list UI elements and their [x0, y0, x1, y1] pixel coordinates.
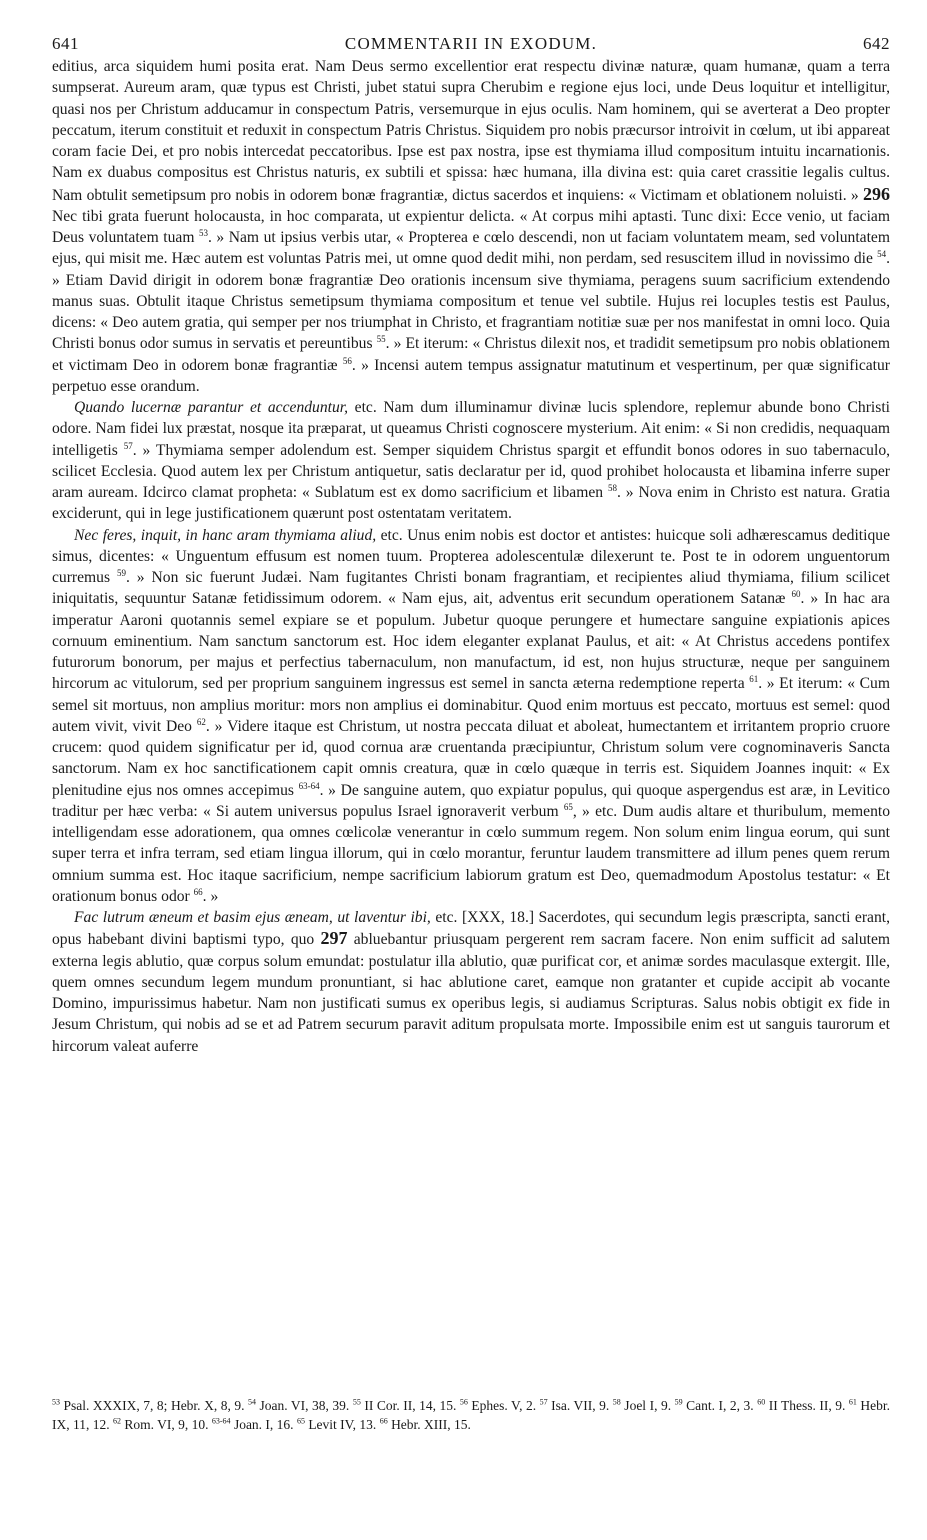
footnote-ref: 54: [877, 249, 887, 260]
footnote-text: Isa. VII, 9.: [547, 1398, 610, 1413]
footnote-number: 56: [459, 1397, 468, 1407]
footnote: [380, 1417, 471, 1432]
footnote: [212, 1417, 294, 1432]
footnote: [757, 1398, 845, 1413]
footnote-ref: 59: [116, 567, 126, 578]
footnote-text: Joel I, 9.: [620, 1398, 672, 1413]
text-run: etc. Unus enim nobis est doctor et antistes: huicque soli adhærescamus deditique simus, dicentes: « Unguentum effusum est nomen tuum. Propterea adolescentulæ dilexerunt te. Post te in odorem unguentorum curremus: [52, 526, 890, 586]
footnote-ref: 57: [123, 440, 133, 451]
footnote-ref: 63-64: [298, 780, 320, 791]
footnote-text: Hebr. XIII, 15.: [387, 1417, 471, 1432]
column-marker: 296: [863, 183, 890, 204]
body-text: [52, 56, 890, 1057]
footnote-number: 54: [248, 1397, 256, 1407]
footnotes: [52, 1396, 890, 1434]
lemma: Nec feres, inquit, in hanc aram thymiama aliud,: [74, 526, 377, 544]
footnote: [675, 1398, 754, 1413]
footnote-ref: 65: [563, 801, 573, 812]
footnote: [248, 1398, 349, 1413]
text-run: . » In hac ara imperatur Aaroni quotannis semel expiare se et populum. Jubetur quoque perungere et humectare sanguine expiationis apices cornuum eminentium. Nam sanctum sanctorum est. Hoc idem eleganter explanat Paulus, et ait: « At Christus accedens pontifex futurorum bonorum, per majus et perfectius tabernaculum, non manufactum, id est, non hujus structuræ, neque per sanguinem hircorum ac vitulorum, sed per proprium sanguinem ingressus est semel in sancta æterna redemptione reperta: [52, 590, 890, 693]
lemma: Quando lucernæ parantur et accenduntur,: [74, 399, 348, 416]
footnote: [460, 1398, 536, 1413]
page: [52, 34, 890, 1057]
footnote-number: 61: [848, 1397, 857, 1407]
text-run: etc. [XXX, 18.] Sacerdotes, qui secundum legis præscripta, sancti erant, opus habebant divini baptismi typo, quo: [52, 909, 890, 949]
text-run: . » Et iterum: « Cum semel sit mortuus, non amplius moritur: mors non amplius ei dominabitur. Quod enim mortuus est peccato, mortuus est semel: quod autem vivit, vivit Deo: [52, 675, 890, 735]
text-run: . »: [202, 887, 219, 905]
footnote-number: 60: [757, 1397, 766, 1407]
text-run: , » etc. Dum audis altare et thuribulum, memento intelligendam esse adorationem, qua omnes cœlicolæ venerantur in cœlo summum regem. Non solum enim lingua eorum, qui sunt super terra et infra terram, sed etiam lingua illorum, qui in cœlo morantur, feruntur laudem transmittere ad illum penes quem rerum omnium summa est. Hoc itaque sacrificium, nempe sacrificium labiorum gratum est Deo, quemadmodum Apostolus testatur: « Et orationum bonus odor: [52, 802, 890, 905]
footnote-text: Hebr. IX, 11, 12.: [52, 1398, 891, 1432]
text-run: editius, arca siquidem humi posita erat. Nam Deus sermo excellentior erat respectu divinæ naturæ, quam humanæ, quam a terra sumpserat. Aureum aram, quæ typus est Christi, jubet statui supra Cherubim e regione ejus loci, unde Deus loquitur et intelligitur, quasi nos per Christum adducamur in conspectum Patris, versemurque in ejus oculis. Nam hominem, qui se averterat a Deo propter peccatum, iterum constituit et reduxit in conspectum Patris Christus. Siquidem pro nobis præcursor introivit in cœlum, ut ibi appareat coram facie Dei, et pro nobis intercedat peccatoribus. Ipse est pax nostra, ipse est thymiama illud compositum intuitu incarnationis. Nam ex duabus compositus est Christus naturis, ex subtili et spissa: hæc humana, illa divina est: quia caret crassitie legalis cultus. Nam obtulit semetipsum pro nobis in odorem bonæ fragrantiæ, dictus sacerdos et inquiens: « Victimam et oblationem noluisti. »: [52, 58, 890, 204]
lemma: Fac lutrum æneum et basim ejus æneam, ut laventur ibi,: [74, 909, 431, 926]
footnote-ref: 56: [342, 355, 352, 366]
paragraph: [52, 907, 890, 1057]
footnote-number: 65: [296, 1416, 305, 1426]
footnote-text: Psal. XXXIX, 7, 8; Hebr. X, 8, 9.: [60, 1398, 245, 1413]
text-run: . » Videre itaque est Christum, ut nostra peccata diluat et aboleat, humectantem et irritantem proprio cruore crucem: quod quidem significatur per id, quod cornua aræ cruentanda præcipiuntur, Christum solum vere cognominaveris Sancta sanctorum. Nam ex hoc sanctificationem capit omnis creatura, quæ in cœlo quæque in terris est. Siquidem Joannes inquit: « Ex plenitudine ejus nos omnes accepimus: [52, 717, 890, 799]
footnote-number: 66: [379, 1416, 388, 1426]
footnote: [297, 1417, 376, 1432]
footnote-number: 57: [539, 1397, 548, 1407]
text-run: abluebantur priusquam pergerent rem sacram facere. Non enim sufficit ad salutem externa legis ablutio, quæ corpus solum emundat: postulatur illa ablutio, quæ purificat cor, et animæ sordes maculasque extergit. Ille, quem omnes secundum legem mundum pronuntiant, si hac ablutione caret, eamque non gratanter et cupide accipit ab vocante Domino, impurissimus habetur. Nam non justificati sumus ex operibus legis, si audiamus Scripturas. Salus nobis obtigit ex fide in Jesum Christum, qui nobis ad se et ad Patrem securum paravit aditum propulsata morte. Impossibile enim est ut sanguis taurorum et hircorum valeat auferre: [52, 931, 890, 1055]
footnote-number: 62: [113, 1416, 121, 1426]
footnote-ref: 60: [791, 589, 801, 600]
text-run: . » Thymiama semper adolendum est. Semper siquidem Christus spargit et effundit bonos odores in suo tabernaculo, scilicet Ecclesia. Quod autem lex per Christum antiquetur, satis declaratur per id, quod prohibet holocausta et libamina inferre super aram auream. Idcirco clamat propheta: « Sublatum est ex domo sacrificium et libamen: [52, 441, 891, 501]
text-run: Nec tibi grata fuerunt holocausta, in hoc comparata, ut expientur delicta. « At corpus mihi aptasti. Tunc dixi: Ecce venio, ut faciam Deus voluntatem tuam: [52, 207, 890, 246]
footnote-number: 63-64: [211, 1416, 231, 1426]
footnote-ref: 62: [196, 716, 206, 727]
text-run: . » Incensi autem tempus assignatur matutinum et vespertinum, per quæ significatur perpetuo esse orandum.: [52, 356, 890, 395]
paragraph: [52, 525, 890, 908]
footnote-ref: 53: [198, 227, 208, 238]
footnote: [540, 1398, 610, 1413]
text-run: . » Et iterum: « Christus dilexit nos, et tradidit semetipsum pro nobis oblationem et victimam Deo in odorem bonæ fragrantiæ: [52, 335, 890, 374]
text-run: . » Nova enim in Christo est natura. Gratia exciderunt, qui in lege justificationem quærunt post ostentatam veritatem.: [52, 484, 890, 523]
footnote-ref: 66: [193, 886, 203, 897]
footnote-text: Joan. I, 16.: [230, 1417, 294, 1432]
text-run: . » Nam ut ipsius verbis utar, « Propterea e cœlo descendi, non ut faciam voluntatem meam, sed voluntatem ejus, qui misit me. Hæc autem est voluntas Patris mei, ut omne quod dedit mihi, non perdam, sed resuscitem illud in novissimo die: [52, 229, 890, 268]
footnote-text: Joan. VI, 38, 39.: [256, 1398, 350, 1413]
footnote-number: 58: [612, 1397, 621, 1407]
footnote-number: 53: [52, 1397, 60, 1407]
page-number-right: 642: [862, 34, 890, 53]
footnote-number: 59: [674, 1397, 683, 1407]
text-run: . » Non sic fuerunt Judæi. Nam fugitantes Christi bonam fragrantiam, et recipientes aliud thymiama, filium scilicet iniquitatis, sequuntur Satanæ fetidissimum odorem. « Nam ejus, ait, adventus erit secundum operationem Satanæ: [52, 569, 890, 608]
footnote: [113, 1417, 209, 1432]
page-number-left: 641: [52, 34, 79, 53]
footnote: [52, 1398, 244, 1413]
footnote-text: Levit IV, 13.: [304, 1417, 377, 1432]
text-run: . » Etiam David dirigit in odorem bonæ fragrantiæ Deo orationis incensum sive thymiama, peragens suum sacrificium extendendo manus suas. Obtulit itaque Christus semetipsum thymiama compositum et tenue vel subtile. Hujus rei locuples testis est Paulus, dicens: « Deo autem gratia, qui semper per nos triumphat in Christo, et fragrantiam notitiæ suæ per nos manifestat in omni loco. Quia Christi bonus odor sumus in servatis et pereuntibus: [52, 250, 890, 353]
footnote-text: II Thess. II, 9.: [765, 1398, 846, 1413]
footnote-ref: 61: [749, 674, 759, 685]
paragraph: [52, 397, 890, 525]
footnote-ref: 55: [376, 334, 386, 345]
footnote: [353, 1398, 457, 1413]
footnote-text: Cant. I, 2, 3.: [682, 1398, 754, 1413]
footnote-text: Ephes. V, 2.: [467, 1398, 537, 1413]
footnote-text: II Cor. II, 14, 15.: [360, 1398, 457, 1413]
paragraph: [52, 56, 890, 397]
text-run: . » De sanguine autem, quo expiatur populus, qui quoque aspergendus est aræ, in Levitico traditur per hæc verba: « Si autem universus populus Israel ignoraverit verbum: [52, 781, 890, 820]
text-run: etc. Nam dum illuminamur divinæ lucis splendore, replemur abunde bono Christi odore. Nam fidei lux præstat, nosque ita præparat, ut queamus Christi cognoscere mysterium. Ait enim: « Si non credidis, nequaquam intelligetis: [52, 399, 890, 459]
footnote-text: Rom. VI, 9, 10.: [121, 1417, 209, 1432]
footnote-ref: 58: [607, 482, 617, 493]
column-marker: 297: [320, 928, 348, 949]
footnote: [613, 1398, 671, 1413]
running-title: COMMENTARII IN EXODUM.: [344, 34, 598, 53]
running-head: [52, 34, 890, 56]
footnote-number: 55: [352, 1397, 361, 1407]
